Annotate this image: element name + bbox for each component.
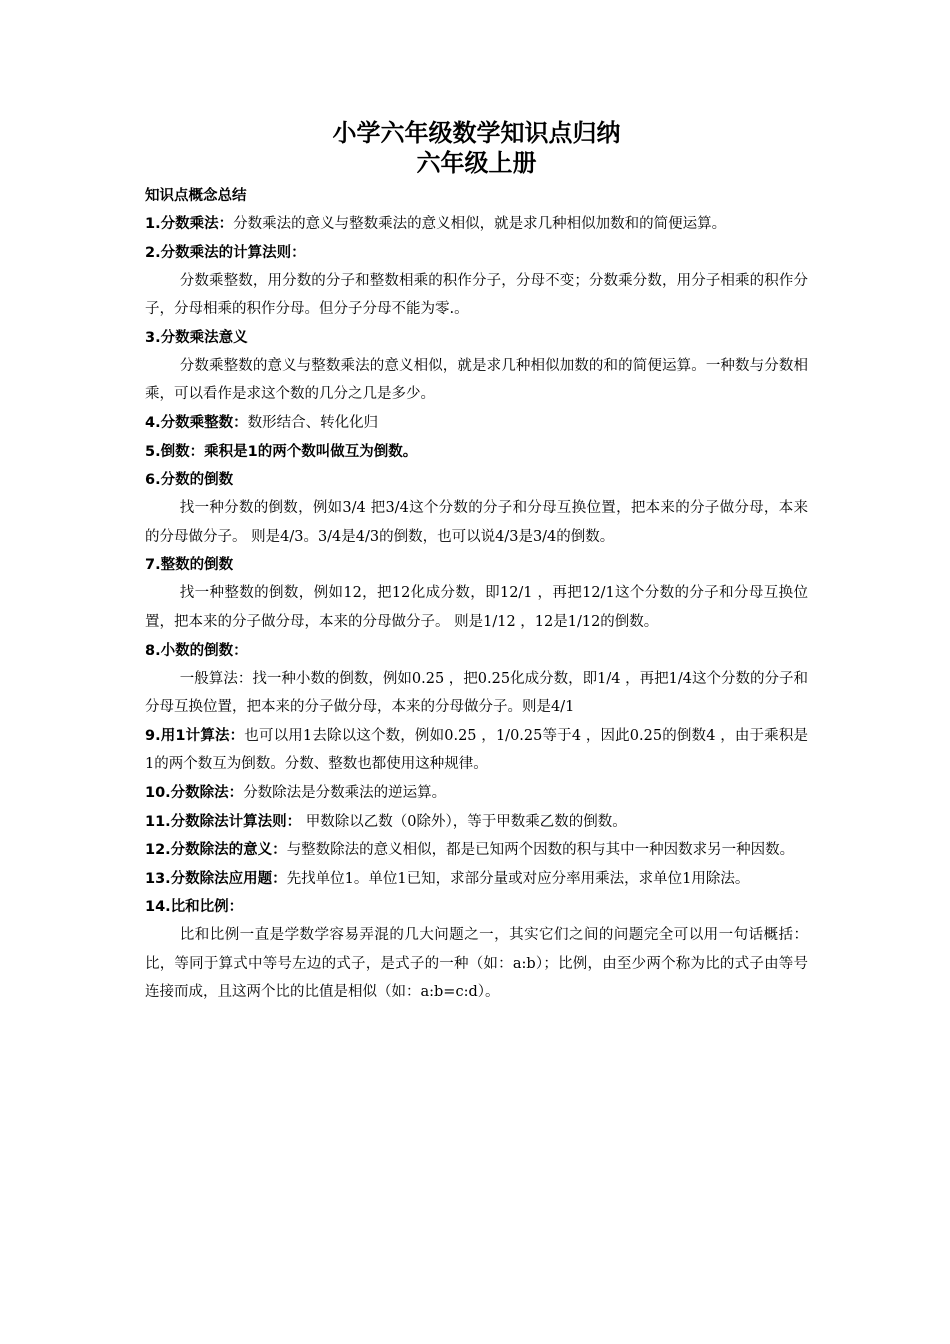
item-9-head: 9.用1计算法： bbox=[145, 727, 245, 744]
item-4-head: 4.分数乘整数： bbox=[145, 414, 248, 431]
item-5-head: 5.倒数： bbox=[145, 443, 205, 460]
item-6-para: 找一种分数的倒数，例如3/4 把3/4这个分数的分子和分母互换位置，把本来的分子做分母，本来的分母做分子。 则是4/3。3/4是4/3的倒数，也可以说4/3是3/4的倒数。 bbox=[145, 500, 808, 545]
item-5 bbox=[145, 438, 808, 467]
item-1-head: 1.分数乘法： bbox=[145, 216, 234, 232]
item-4-text: 数形结合、转化化归 bbox=[247, 414, 379, 431]
item-5-text: 乘积是1的两个数叫做互为倒数。 bbox=[204, 443, 418, 460]
item-8-head: 8.小数的倒数： bbox=[145, 642, 248, 659]
item-4 bbox=[145, 409, 808, 438]
page-subtitle: 六年级上册 bbox=[416, 149, 537, 177]
item-14-head: 14.比和比例： bbox=[145, 899, 244, 916]
item-12-head: 12.分数除法的意义： bbox=[145, 842, 287, 859]
item-11-text: 甲数除以乙数（0除外），等于甲数乘乙数的倒数。 bbox=[301, 813, 627, 830]
item-13 bbox=[145, 865, 808, 894]
item-13-head: 13.分数除法应用题： bbox=[145, 870, 287, 887]
item-2-head: 2.分数乘法的计算法则： bbox=[145, 244, 306, 261]
item-3-head: 3.分数乘法意义 bbox=[145, 329, 248, 346]
item-10 bbox=[145, 779, 808, 808]
item-6-head: 6.分数的倒数 bbox=[145, 472, 234, 489]
item-11 bbox=[145, 808, 808, 837]
item-2-para: 分数乘整数，用分数的分子和整数相乘的积作分子，分母不变；分数乘分数，用分子相乘的积作分子，分母相乘的积作分母。但分子分母不能为零.。 bbox=[145, 272, 808, 318]
item-12 bbox=[145, 836, 808, 865]
page-title: 小学六年级数学知识点归纳 bbox=[332, 119, 621, 147]
item-12-text: 与整数除法的意义相似，都是已知两个因数的积与其中一种因数求另一种因数。 bbox=[286, 842, 795, 859]
item-7-head: 7.整数的倒数 bbox=[145, 557, 234, 574]
section-heading: 知识点概念总结 bbox=[145, 188, 247, 204]
item-8-para: 一般算法：找一种小数的倒数，例如0.25 ，把0.25化成分数，即1/4 ，再把1/4这个分数的分子和分母互换位置，把本来的分子做分母，本来的分母做分子。则是4/1 bbox=[145, 670, 808, 716]
item-10-text: 分数除法是分数乘法的逆运算。 bbox=[243, 784, 447, 801]
item-3-para: 分数乘整数的意义与整数乘法的意义相似，就是求几种相似加数的和的简便运算。一种数与分数相乘，可以看作是求这个数的几分之几是多少。 bbox=[145, 357, 808, 403]
item-14-para: 比和比例一直是学数学容易弄混的几大问题之一，其实它们之间的问题完全可以用一句话概括： 比，等同于算式中等号左边的式子，是式子的一种（如：a:b）；比例，由至少两个称为比的式子由等号连接而成，且这两个比的比值是相似（如：a:b=c:d）。 bbox=[145, 927, 808, 1001]
item-10-head: 10.分数除法： bbox=[145, 784, 244, 801]
item-1-text: 分数乘法的意义与整数乘法的意义相似，就是求几种相似加数和的简便运算。 bbox=[233, 216, 727, 232]
item-9 bbox=[145, 722, 808, 779]
item-9-text: 也可以用1去除以这个数，例如0.25 ，1/0.25等于4 ，因此0.25的倒数4 ，由于乘积是1的两个数互为倒数。分数、整数也都使用这种规律。 bbox=[145, 727, 808, 773]
item-1 bbox=[145, 210, 808, 239]
item-13-text: 先找单位1。单位1已知，求部分量或对应分率用乘法，求单位1用除法。 bbox=[286, 870, 750, 887]
item-7-para: 找一种整数的倒数，例如12，把12化成分数，即12/1 ，再把12/1这个分数的分子和分母互换位置，把本来的分子做分母，本来的分母做分子。 则是1/12 ，12是1/12的倒数。 bbox=[145, 585, 808, 630]
item-11-head: 11.分数除法计算法则： bbox=[145, 813, 302, 830]
